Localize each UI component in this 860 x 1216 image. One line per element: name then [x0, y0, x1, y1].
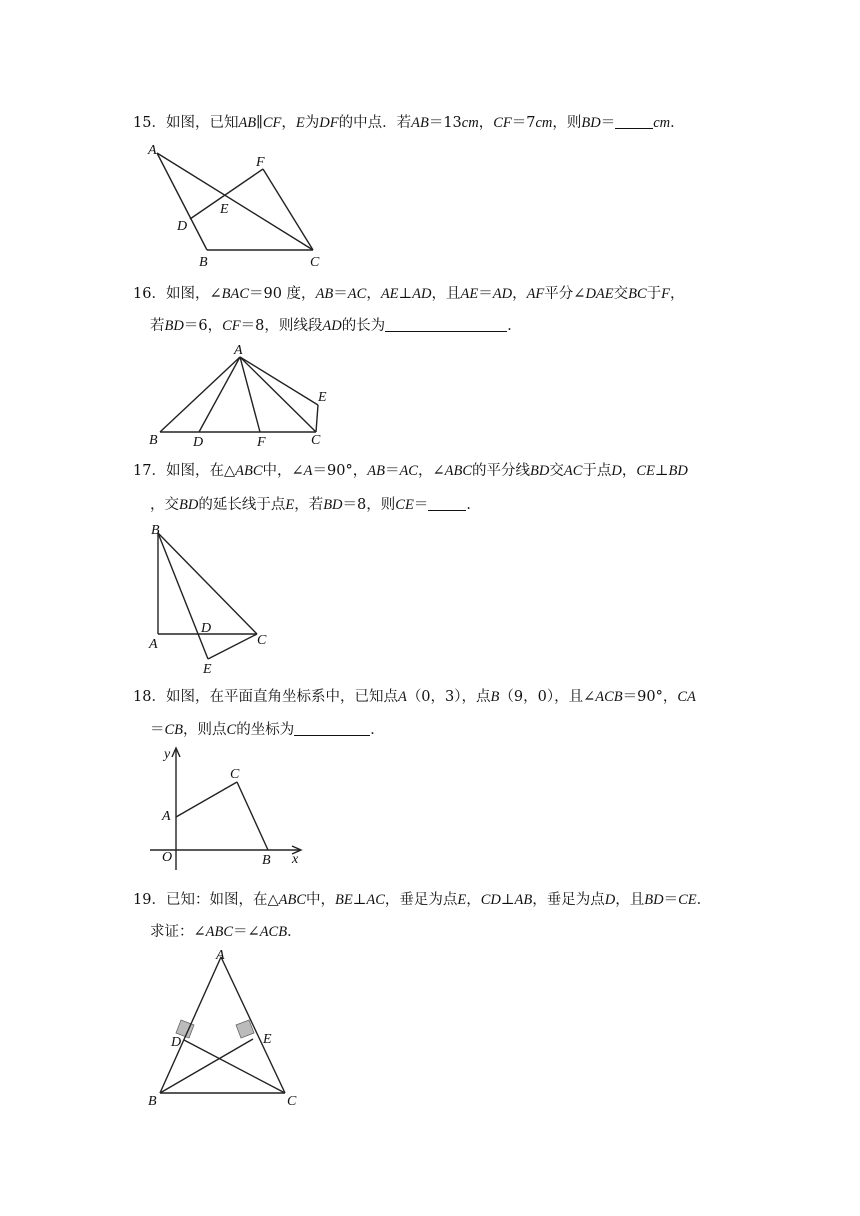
q15-text: 15．如图，已知AB∥CF，E为DF的中点．若AB＝13cm，CF＝7cm，则BD＝ cm． [133, 115, 685, 131]
q17-label-e: E [203, 662, 212, 677]
q15-label-f: F [256, 155, 265, 170]
q18-label-y: y [164, 747, 171, 762]
q18-label-o: O [162, 850, 173, 865]
q18-answer-blank[interactable] [294, 721, 370, 736]
q16-label-a: A [234, 343, 243, 358]
q18-label-x: x [292, 852, 299, 867]
q18-label-a: A [162, 809, 171, 824]
q19-figure [140, 945, 320, 1110]
q15-label-d: D [177, 219, 188, 234]
q16-figure [140, 340, 350, 450]
q17-answer-blank[interactable] [428, 496, 466, 511]
q15-label-c: C [310, 255, 320, 270]
q16-answer-blank[interactable] [385, 317, 507, 332]
q15-label-a: A [148, 143, 157, 158]
q16-label-b: B [149, 433, 158, 448]
q17-label-d: D [201, 621, 212, 636]
q19-label-e: E [263, 1032, 272, 1047]
q17-figure [140, 518, 290, 683]
q19-label-c: C [287, 1094, 297, 1109]
q19-label-a: A [216, 948, 225, 963]
q18-label-c: C [230, 767, 240, 782]
q17-line1: 17．如图，在△ABC中，∠A＝90°，AB＝AC，∠ABC的平分线BD交AC于点D，CE⊥BD [133, 463, 688, 479]
q18-line1: 18．如图，在平面直角坐标系中，已知点A（0，3），点B（9，0），且∠ACB＝90°，CA [133, 689, 696, 705]
q15-label-e: E [220, 202, 229, 217]
q16-line1: 16．如图，∠BAC＝90 度，AB＝AC，AE⊥AD，且AE＝AD，AF平分∠DAE交BC于F， [133, 286, 685, 302]
q15-label-b: B [199, 255, 208, 270]
q16-line2: 若BD＝6，CF＝8，则线段AD的长为 ． [150, 318, 522, 334]
q18-figure [140, 740, 310, 875]
q16-label-c: C [311, 433, 321, 448]
q15-answer-blank[interactable] [615, 114, 653, 129]
q18-label-b: B [262, 853, 271, 868]
q16-label-d: D [193, 435, 204, 450]
q19-line2: 求证：∠ABC＝∠ACB． [150, 924, 302, 940]
q18-line2: ＝CB，则点C的坐标为 ． [150, 722, 385, 738]
q16-label-e: E [318, 390, 327, 405]
q17-label-a: A [149, 637, 158, 652]
q19-label-b: B [148, 1094, 157, 1109]
q17-label-c: C [257, 633, 267, 648]
q15-figure [140, 140, 340, 270]
q19-line1: 19．已知：如图，在△ABC中，BE⊥AC，垂足为点E，CD⊥AB，垂足为点D，且BD＝CE． [133, 892, 712, 908]
q16-label-f: F [257, 435, 266, 450]
q19-label-d: D [171, 1035, 182, 1050]
q17-label-b: B [151, 523, 160, 538]
q17-line2: ，交BD的延长线于点E，若BD＝8，则CE＝ ． [150, 497, 481, 513]
